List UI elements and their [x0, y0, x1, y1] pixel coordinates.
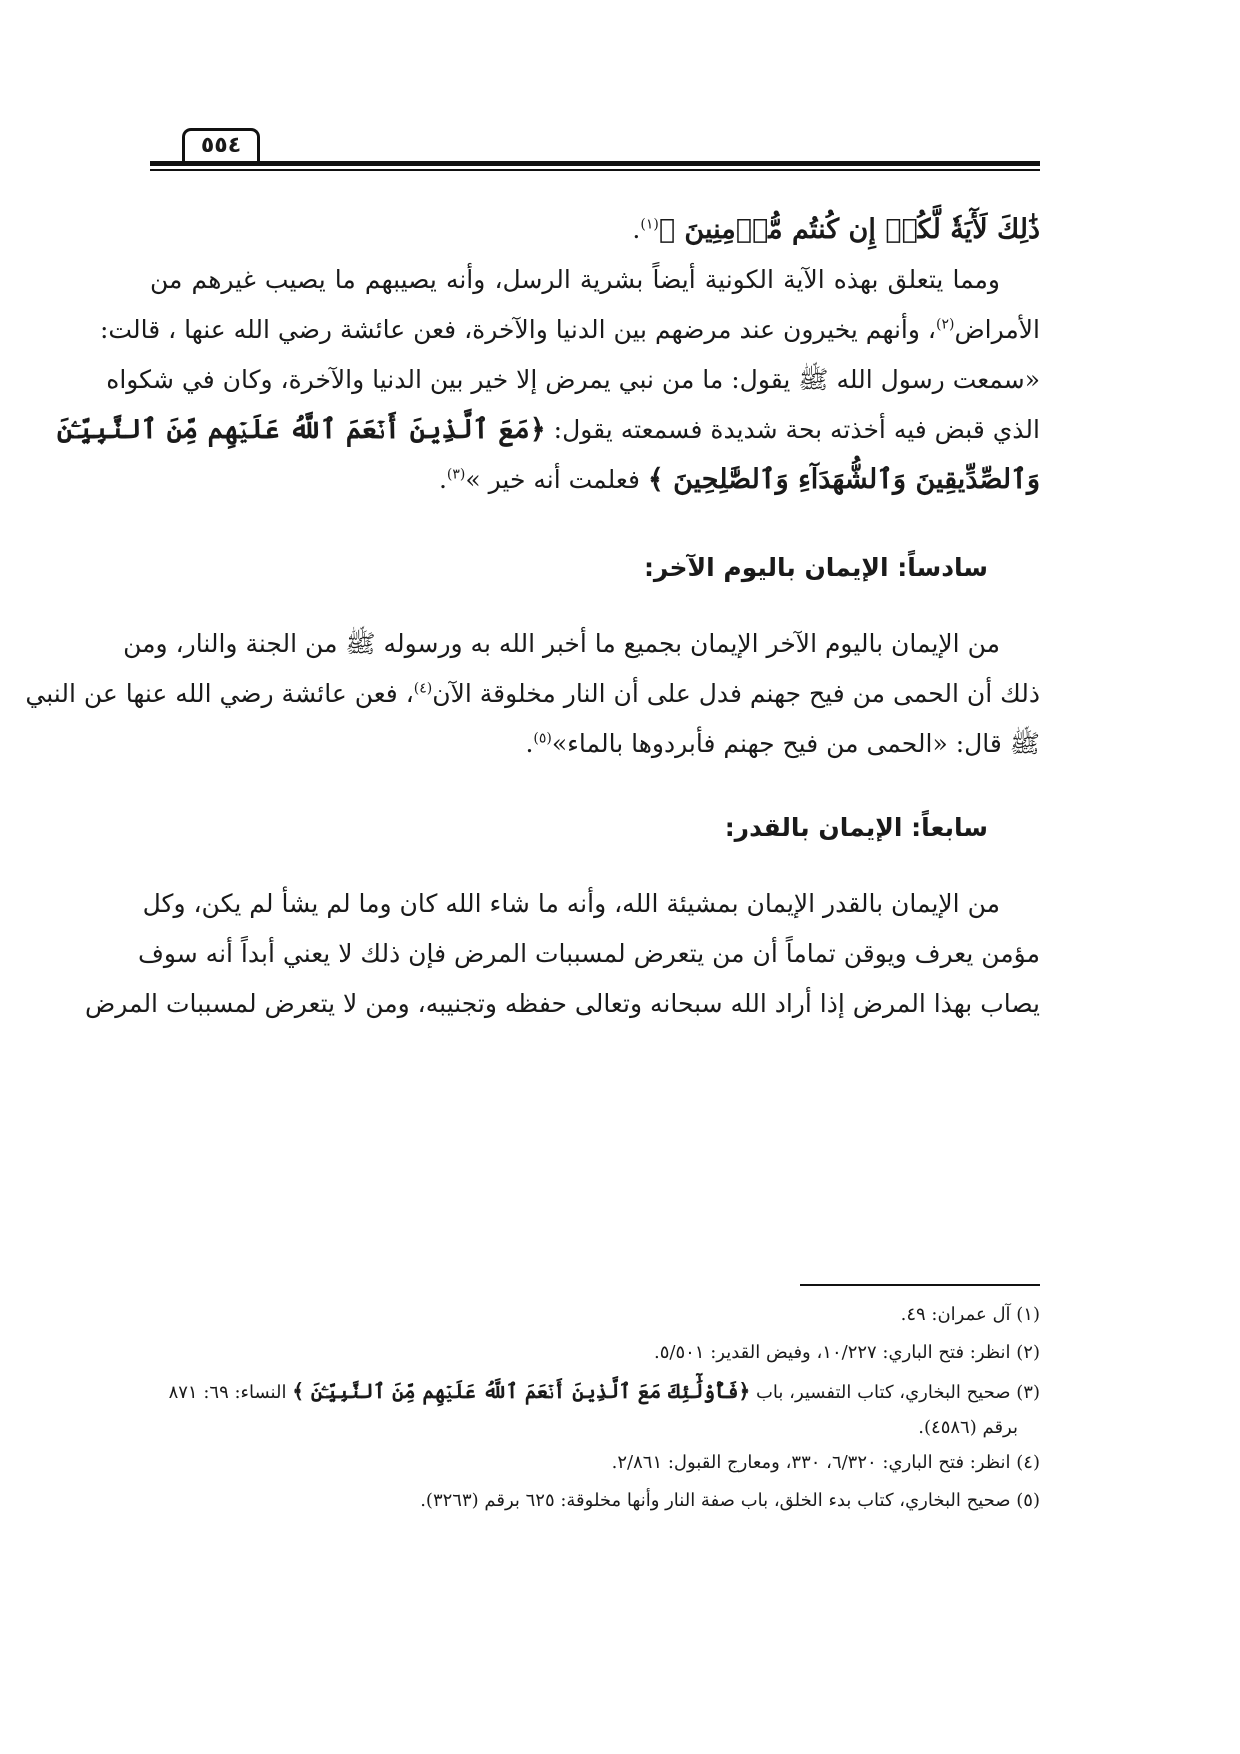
header-rule-thick: [150, 161, 1040, 166]
footnote-5: (٥) صحيح البخاري، كتاب بدء الخلق، باب صفة النار وأنها مخلوقة: ٦٢٥ برقم (٣٢٦٣).: [420, 1490, 1040, 1511]
footnote-4: (٤) انظر: فتح الباري: ٦/٣٢٠، ٣٣٠، ومعارج القبول: ٢/٨٦١.: [611, 1452, 1040, 1473]
body-text: [25, 205, 1040, 1029]
footnotes: [150, 1296, 1040, 1520]
footnote-separator: [800, 1284, 1040, 1286]
quran-verse: ﴿مَعَ ٱلَّذِينَ أَنۡعَمَ ٱللَّهُ عَلَيۡهِم مِّنَ ٱلنَّبِيِّـۧنَ: [56, 414, 546, 445]
footnote-2: (٢) انظر: فتح الباري: ١٠/٢٢٧، وفيض القدير: ٥/٥٠١.: [654, 1342, 1040, 1363]
paragraph-line: الذي قبض فيه أخذته بحة شديدة فسمعته يقول: ﴿مَعَ ٱلَّذِينَ أَنۡعَمَ ٱللَّهُ عَلَيۡهِم مِّنَ ٱلنَّبِيِّـۧنَ: [56, 414, 1040, 445]
paragraph-line: ﷺ قال: «الحمى من فيح جهنم فأبردوها بالماء»$^{(٥)}$.: [525, 729, 1040, 758]
section-heading: سابعاً: الإيمان بالقدر:: [724, 813, 988, 842]
header-rule-thin: [150, 169, 1040, 171]
paragraph-line: مؤمن يعرف ويوقن تماماً أن من يتعرض لمسببات المرض فإن ذلك لا يعني أبداً أنه سوف: [137, 939, 1040, 968]
footnote-ref: (٢): [935, 316, 955, 333]
paragraph-line: يصاب بهذا المرض إذا أراد الله سبحانه وتعالى حفظه وتجنيبه، ومن لا يتعرض لمسببات المرض: [84, 989, 1040, 1018]
verse-ending-line: ذَٰلِكَ لَأٓيَةٗ لَّكُمۡ إِن كُنتُم مُّؤۡمِنِينَ ﴾$^{(١)}$.: [632, 214, 1040, 245]
footnote-ref: (١): [640, 216, 659, 233]
page-number: ٥٥٤: [182, 128, 260, 161]
footnote-3-continued: برقم (٤٥٨٦).: [918, 1417, 1018, 1438]
footnote-ref: (٥): [533, 730, 552, 747]
footnote-ref: (٤): [413, 680, 433, 697]
paragraph-line: وَٱلصِّدِّيقِينَ وَٱلشُّهَدَآءِ وَٱلصَّٰلِحِينَ ﴾ فعلمت أنه خير »$^{(٣)}$.: [438, 464, 1040, 495]
paragraph-line: الأمراض$^{(٢)}$، وأنهم يخيرون عند مرضهم بين الدنيا والآخرة، فعن عائشة رضي الله عنها ، قالت:: [100, 315, 1040, 344]
section-heading: سادساً: الإيمان باليوم الآخر:: [643, 553, 988, 582]
quran-verse: ﴿فَأُوْلَٰٓئِكَ مَعَ ٱلَّذِينَ أَنۡعَمَ ٱللَّهُ عَلَيۡهِم مِّنَ ٱلنَّبِيِّـۧنَ ﴾: [292, 1379, 751, 1403]
footnote-1: (١) آل عمران: ٤٩.: [900, 1304, 1040, 1325]
paragraph-line: من الإيمان بالقدر الإيمان بمشيئة الله، وأنه ما شاء الله كان وما لم يشأ لم يكن، وكل: [142, 889, 1000, 918]
paragraph-line: من الإيمان باليوم الآخر الإيمان بجميع ما أخبر الله به ورسوله ﷺ من الجنة والنار، ومن: [123, 629, 1000, 658]
footnote-ref: (٣): [446, 466, 466, 483]
paragraph-line: «سمعت رسول الله ﷺ يقول: ما من نبي يمرض إلا خير بين الدنيا والآخرة، وكان في شكواه: [106, 365, 1040, 394]
quran-verse: ذَٰلِكَ لَأٓيَةٗ لَّكُمۡ إِن كُنتُم مُّؤۡمِنِينَ ﴾: [658, 214, 1040, 245]
page-header: [150, 128, 1040, 172]
quran-verse: وَٱلصِّدِّيقِينَ وَٱلشُّهَدَآءِ وَٱلصَّٰلِحِينَ ﴾: [647, 464, 1040, 495]
footnote-3: (٣) صحيح البخاري، كتاب التفسير، باب ﴿فَأُوْلَٰٓئِكَ مَعَ ٱلَّذِينَ أَنۡعَمَ ٱللَّهُ عَلَيۡهِم مِّنَ ٱلنَّبِيِّـۧنَ ﴾ النساء: ٦٩: ٨٧١: [168, 1379, 1040, 1403]
paragraph-line: ذلك أن الحمى من فيح جهنم فدل على أن النار مخلوقة الآن$^{(٤)}$، فعن عائشة رضي الله عنها عن النبي: [25, 679, 1040, 708]
paragraph-line: ومما يتعلق بهذه الآية الكونية أيضاً بشرية الرسل، وأنه يصيبهم ما يصيب غيرهم من: [150, 265, 1000, 294]
